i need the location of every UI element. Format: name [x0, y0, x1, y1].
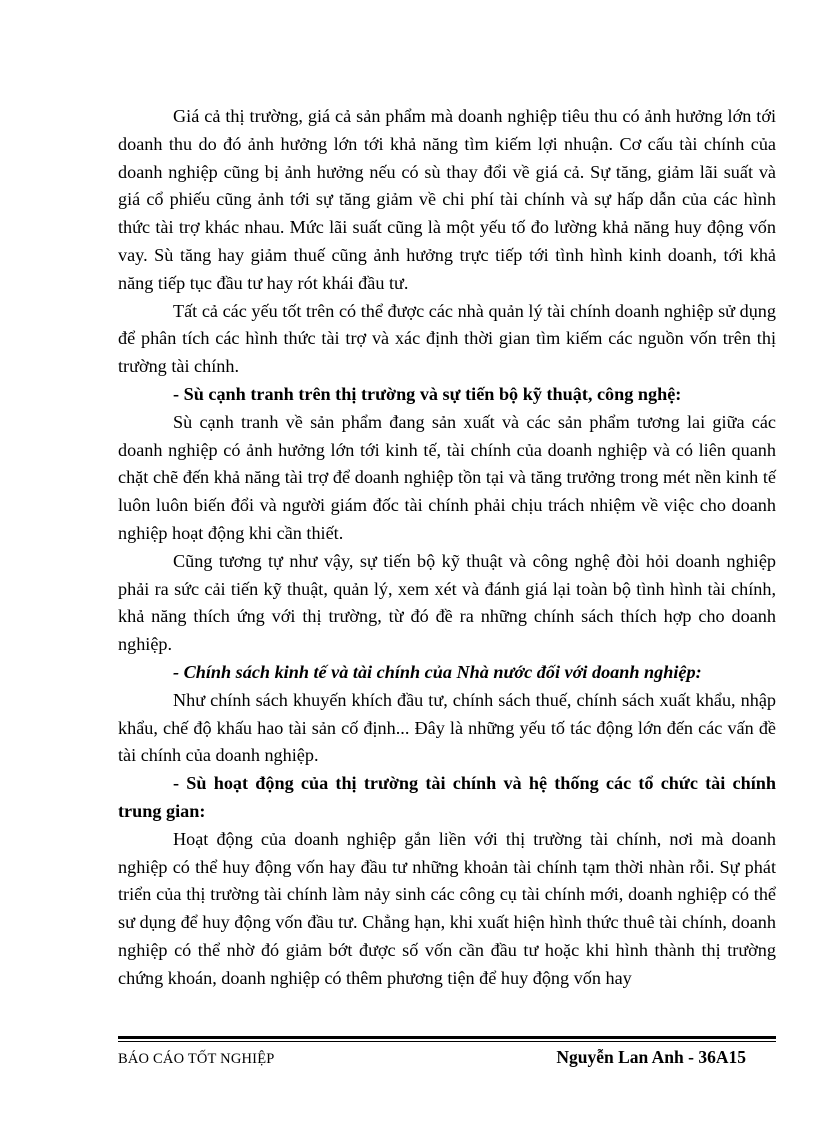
document-body — [118, 103, 776, 993]
paragraph-competition: Sù cạnh tranh về sản phẩm đang sản xuất và các sản phẩm tương lai giữa các doanh nghiệp có ảnh hưởng lớn tới kinh tế, tài chính của doanh nghiệp và có liên quanh chặt chẽ đến khả năng tài trợ để doanh nghiệp tồn tại và tăng trưởng trong mét nền kinh tế luôn luôn biến đổi và người giám đốc tài chính phải chịu trách nhiệm về việc cho doanh nghiệp hoạt động khi cần thiết. — [118, 411, 776, 543]
paragraph-factors-summary: Tất cả các yếu tốt trên có thể được các nhà quản lý tài chính doanh nghiệp sử dụng để phân tích các hình thức tài trợ và xác định thời gian tìm kiếm các nguồn vốn trên thị trường tài chính. — [118, 300, 776, 377]
footer-report-title: BÁO CÁO TỐT NGHIỆP — [118, 1051, 275, 1067]
paragraph-financial-market: Hoạt động của doanh nghiệp gắn liền với thị trường tài chính, nơi mà doanh nghiệp có thể huy động vốn hay đầu tư những khoản tài chính tạm thời nhàn rỗi. Sự phát triển của thị trường tài chính làm nảy sinh các công cụ tài chính mới, doanh nghiệp có thể sư dụng để huy động vốn đầu tư. Chẳng hạn, khi xuất hiện hình thức thuê tài chính, doanh nghiệp có thể nhờ đó giảm bớt được số vốn cần đầu tư hoặc khi hình thành thị trường chứng khoán, doanh nghiệp có thêm phương tiện để huy động vốn hay — [118, 828, 776, 988]
heading-financial-market: - Sù hoạt động của thị trường tài chính và hệ thống các tổ chức tài chính trung gian: — [118, 773, 776, 821]
footer-divider-thin — [118, 1041, 776, 1042]
footer-divider-thick — [118, 1036, 776, 1039]
footer-author: Nguyễn Lan Anh - 36A15 — [556, 1047, 746, 1067]
paragraph-state-policy: Như chính sách khuyến khích đầu tư, chính sách thuế, chính sách xuất khẩu, nhập khẩu, chế độ khấu hao tài sản cố định... Đây là những yếu tố tác động lớn đến các vấn đề tài chính của doanh nghiệp. — [118, 689, 776, 766]
paragraph-market-price: Giá cả thị trường, giá cả sản phẩm mà doanh nghiệp tiêu thu có ảnh hưởng lớn tới doanh thu do đó ảnh hưởng lớn tới khả năng tìm kiếm lợi nhuận. Cơ cấu tài chính của doanh nghiệp cũng bị ảnh hưởng nếu có sù thay đổi về giá cả. Sự tăng, giảm lãi suất và giá cổ phiếu cũng ảnh tới sự tăng giảm về chi phí tài chính và sự hấp dẫn của các hình thức tài trợ khác nhau. Mức lãi suất cũng là một yếu tố đo lường khả năng huy động vốn vay. Sù tăng hay giảm thuế cũng ảnh hưởng trực tiếp tới tình hình kinh doanh, tới khả năng tiếp tục đầu tư hay rót khái đầu tư. — [118, 106, 776, 293]
heading-state-policy: - Chính sách kinh tế và tài chính của Nhà nước đối với doanh nghiệp: — [173, 661, 702, 682]
paragraph-technology: Cũng tương tự như vậy, sự tiến bộ kỹ thuật và công nghệ đòi hỏi doanh nghiệp phải ra sức cải tiến kỹ thuật, quản lý, xem xét và đánh giá lại toàn bộ tình hình tài chính, khả năng thích ứng với thị trường, từ đó đề ra những chính sách thích hợp cho doanh nghiệp. — [118, 550, 776, 655]
heading-competition-technology: - Sù cạnh tranh trên thị trường và sự tiến bộ kỹ thuật, công nghệ: — [173, 383, 682, 404]
